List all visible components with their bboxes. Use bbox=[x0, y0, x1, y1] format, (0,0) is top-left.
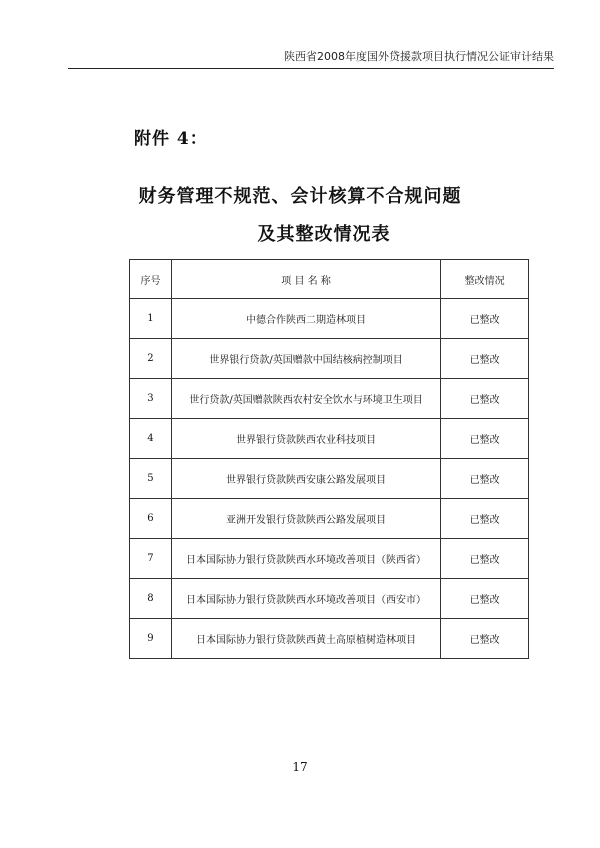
project-name: 世界银行贷款/英国赠款中国结核病控制项目 bbox=[171, 339, 440, 379]
project-name: 中德合作陕西二期造林项目 bbox=[171, 299, 440, 339]
project-name: 世界银行贷款陕西安康公路发展项目 bbox=[171, 459, 440, 499]
table-row bbox=[130, 299, 529, 339]
row-number: 5 bbox=[130, 459, 172, 499]
column-header-number: 序号 bbox=[130, 260, 172, 299]
project-name: 日本国际协力银行贷款陕西黄土高原植树造林项目 bbox=[171, 619, 440, 659]
rectification-status: 已整改 bbox=[441, 579, 529, 619]
rectification-status: 已整改 bbox=[441, 539, 529, 579]
page-number: 17 bbox=[292, 760, 308, 774]
row-number: 3 bbox=[130, 379, 172, 419]
rectification-status: 已整改 bbox=[441, 379, 529, 419]
rectification-table bbox=[129, 259, 529, 659]
page-header bbox=[68, 46, 554, 69]
row-number: 4 bbox=[130, 419, 172, 459]
project-name: 日本国际协力银行贷款陕西水环境改善项目（陕西省） bbox=[171, 539, 440, 579]
rectification-status: 已整改 bbox=[441, 299, 529, 339]
rectification-status: 已整改 bbox=[441, 419, 529, 459]
project-name: 日本国际协力银行贷款陕西水环境改善项目（西安市） bbox=[171, 579, 440, 619]
running-title: 陕西省2008年度国外贷援款项目执行情况公证审计结果 bbox=[284, 50, 554, 63]
column-header-status: 整改情况 bbox=[441, 260, 529, 299]
table-row bbox=[130, 339, 529, 379]
row-number: 2 bbox=[130, 339, 172, 379]
row-number: 1 bbox=[130, 299, 172, 339]
rectification-status: 已整改 bbox=[441, 499, 529, 539]
document-title-line-2: 及其整改情况表 bbox=[257, 224, 391, 245]
row-number: 9 bbox=[130, 619, 172, 659]
table-row bbox=[130, 379, 529, 419]
table-row bbox=[130, 619, 529, 659]
column-header-project-name: 项 目 名 称 bbox=[171, 260, 440, 299]
row-number: 8 bbox=[130, 579, 172, 619]
table-row bbox=[130, 419, 529, 459]
attachment-label: 附件 4： bbox=[134, 129, 208, 149]
row-number: 7 bbox=[130, 539, 172, 579]
table-header-row bbox=[130, 260, 529, 299]
project-name: 世行贷款/英国赠款陕西农村安全饮水与环境卫生项目 bbox=[171, 379, 440, 419]
rectification-status: 已整改 bbox=[441, 459, 529, 499]
project-name: 亚洲开发银行贷款陕西公路发展项目 bbox=[171, 499, 440, 539]
table-row bbox=[130, 499, 529, 539]
table-row bbox=[130, 539, 529, 579]
rectification-status: 已整改 bbox=[441, 339, 529, 379]
rectification-status: 已整改 bbox=[441, 619, 529, 659]
table-row bbox=[130, 459, 529, 499]
table-row bbox=[130, 579, 529, 619]
project-name: 世界银行贷款陕西农业科技项目 bbox=[171, 419, 440, 459]
document-title-line-1: 财务管理不规范、会计核算不合规问题 bbox=[138, 186, 462, 207]
row-number: 6 bbox=[130, 499, 172, 539]
